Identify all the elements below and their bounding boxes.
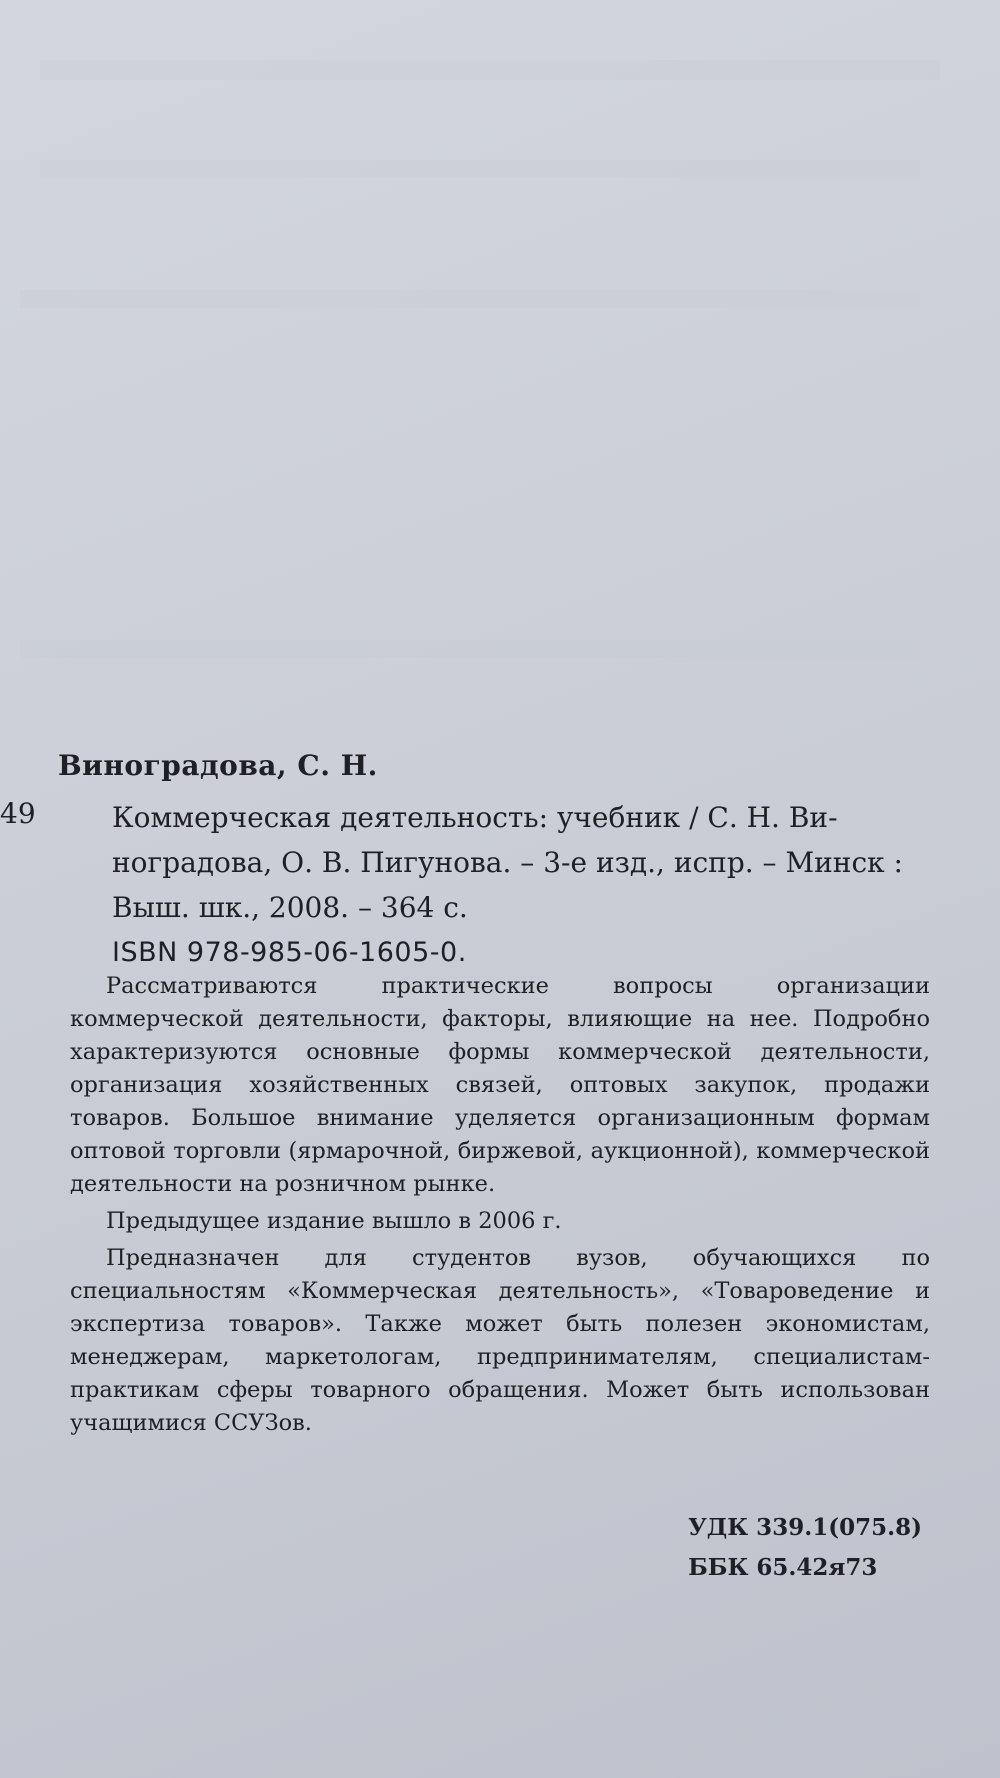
citation-line: Выш. шк., 2008. – 364 с. [112,891,468,924]
udk-code: УДК 339.1(075.8) [688,1514,922,1541]
annotation-paragraph: Рассматриваются практические вопросы организации коммерческой деятельности, факторы, влияющие на нее. Подробно характеризуются основные формы коммерческой деятельности, организация хозяйственных связей, оптовых закупок, продажи товаров. Большое внимание уделяется организационным формам оптовой торговли (ярмарочной, биржевой, аукционной), коммерческой деятельности на розничном рынке. [70,973,930,1197]
annotation [70,970,930,1440]
citation-line: Коммерческая деятельность: учебник / С. Н. Ви- [112,801,838,834]
author-heading: Виноградова, С. Н. [58,749,378,782]
bbk-code: ББК 65.42я73 [688,1554,878,1581]
margin-code: 49 [0,797,36,830]
citation-line: ноградова, О. В. Пигунова. – 3-е изд., испр. – Минск : [112,846,903,879]
bibliographic-citation [112,795,932,975]
previous-edition-note: Предыдущее издание вышло в 2006 г. [106,1208,562,1234]
classification-codes [688,1508,922,1588]
audience-paragraph: Предназначен для студентов вузов, обучающихся по специальностям «Коммерческая деятельность», «Товароведение и экспертиза товаров». Также может быть полезен экономистам, менеджерам, маркетологам, предпринимателям, специалистам-практикам сферы товарного обращения. Может быть использован учащимися ССУЗов. [70,1245,930,1436]
isbn-number: ISBN 978-985-06-1605-0. [112,937,467,968]
